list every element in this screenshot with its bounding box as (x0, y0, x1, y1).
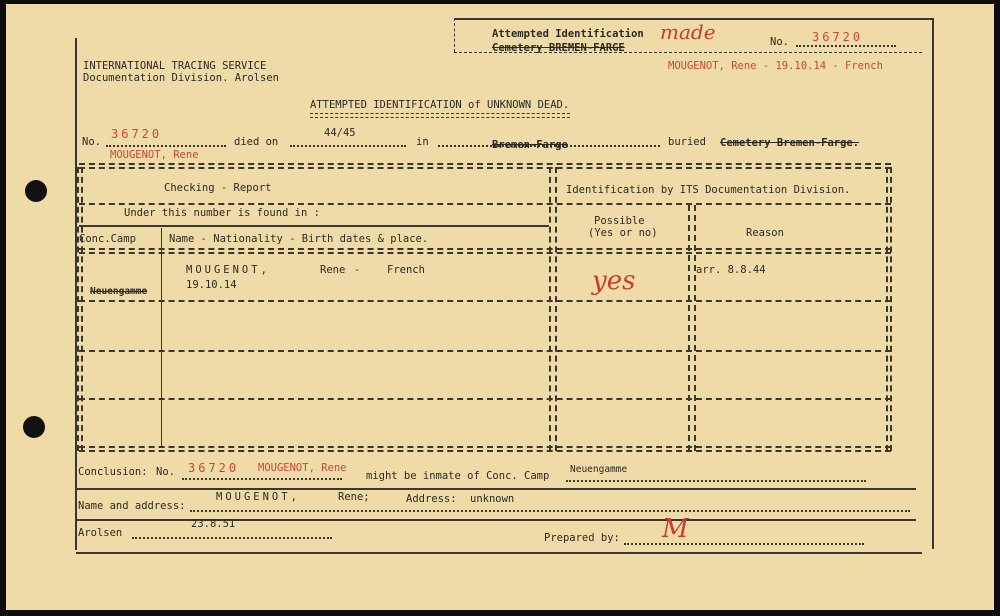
table-divider-1 (549, 167, 551, 451)
attempted-line2: Cemetery BREMEN-FARGE (492, 42, 625, 54)
died-value: 44/45 (324, 127, 356, 139)
na-address-value: unknown (470, 493, 515, 505)
conc-camp-column-line (161, 228, 162, 446)
conclusion-middle: might be inmate of Conc. Camp (366, 470, 550, 482)
conc-camp-label: Conc.Camp (79, 233, 136, 245)
name-address-dots (190, 510, 910, 512)
info-number: 36720 (111, 127, 163, 141)
column-header-line-1 (79, 248, 891, 250)
na-firstname: Rene; (338, 491, 370, 503)
conclusion-camp: Neuengamme (570, 464, 628, 475)
in-label: in (416, 136, 429, 148)
org-line1: INTERNATIONAL TRACING SERVICE (83, 60, 267, 72)
conclusion-no-label: No. (156, 466, 175, 478)
prepared-by-dots (624, 543, 864, 545)
row1-possible-yes: yes (592, 266, 636, 296)
attempted-box-left (454, 18, 455, 52)
table-divider-2 (688, 205, 690, 451)
died-on-label: died on (234, 136, 279, 148)
buried-value: Cemetery Bremen-Farge. (720, 137, 860, 149)
table-divider-1b (555, 167, 557, 451)
died-dots (290, 145, 406, 147)
conclusion-camp-dots (566, 480, 866, 482)
row1-reason: arr. 8.8.44 (696, 264, 766, 276)
conclusion-label: Conclusion: (78, 466, 148, 478)
row1-dash: - (354, 264, 361, 276)
identification-header: Identification by ITS Documentation Division. (566, 184, 851, 196)
footer-place-dots (132, 537, 332, 539)
record-card (6, 4, 994, 610)
na-surname: MOUGENOT, (216, 491, 300, 503)
org-line2: Documentation Division. Arolsen (83, 72, 279, 84)
header-no-label: No. (770, 36, 789, 48)
footer-date: 23.8.51 (191, 518, 236, 530)
red-name-stamp: MOUGENOT, Rene - 19.10.14 - French (668, 60, 883, 72)
prepared-by-label: Prepared by: (544, 532, 620, 544)
row1-camp: Neuengamme (90, 286, 148, 297)
column-header-line-2 (79, 252, 891, 254)
row-line-3 (79, 398, 891, 400)
checking-report-header: Checking - Report (164, 182, 272, 194)
buried-label: buried (668, 136, 706, 148)
table-bottom-line-1 (79, 446, 891, 448)
row-line-1 (79, 300, 891, 302)
punch-hole-bottom (23, 416, 45, 438)
name-label: Name - Nationality - Birth dates & place. (169, 233, 429, 245)
table-divider-2b (694, 205, 696, 451)
table-right-border-inner (890, 167, 892, 451)
row1-birth: 19.10.14 (186, 279, 237, 291)
footer-place: Arolsen (78, 527, 123, 539)
info-red-name: MOUGENOT, Rene (110, 149, 199, 161)
footer-bottom-line (76, 552, 922, 554)
attempted-box-right (932, 18, 934, 549)
attempted-line1: Attempted Identification (492, 28, 644, 40)
reason-label: Reason (746, 227, 784, 239)
table-top-line-1 (79, 163, 891, 165)
row1-nationality: French (387, 264, 425, 276)
info-no-label: No. (82, 136, 101, 148)
conclusion-number: 36720 (188, 461, 240, 475)
under-number-line (79, 225, 549, 227)
conclusion-name: MOUGENOT, Rene (258, 462, 347, 474)
possible-label-2: (Yes or no) (588, 227, 658, 239)
possible-label-1: Possible (594, 215, 645, 227)
header-number: 36720 (812, 30, 864, 44)
na-address-label: Address: (406, 493, 457, 505)
title-underline-1 (310, 113, 570, 114)
page-title: ATTEMPTED IDENTIFICATION of UNKNOWN DEAD. (310, 99, 570, 111)
row-line-2 (79, 350, 891, 352)
punch-hole-top (25, 180, 47, 202)
table-top-line-2 (79, 167, 891, 169)
conclusion-bottom-line (76, 488, 916, 490)
under-number-label: Under this number is found in : (124, 207, 320, 219)
header-no-dots (796, 45, 896, 47)
table-bottom-line-2 (79, 450, 891, 452)
table-left-border-inner (81, 167, 83, 451)
header-row-line (79, 203, 891, 205)
conclusion-no-dots (182, 478, 342, 480)
signature: M (662, 514, 689, 544)
table-left-border (77, 167, 79, 451)
in-value: Bremen-Farge (492, 139, 568, 151)
title-underline-2 (310, 117, 570, 118)
row1-surname: MOUGENOT, (186, 264, 270, 276)
table-right-border (886, 167, 888, 451)
name-address-label: Name and address: (78, 500, 186, 512)
handwritten-made: made (660, 20, 716, 44)
row1-firstname: Rene (320, 264, 346, 276)
info-no-dots (106, 145, 226, 147)
